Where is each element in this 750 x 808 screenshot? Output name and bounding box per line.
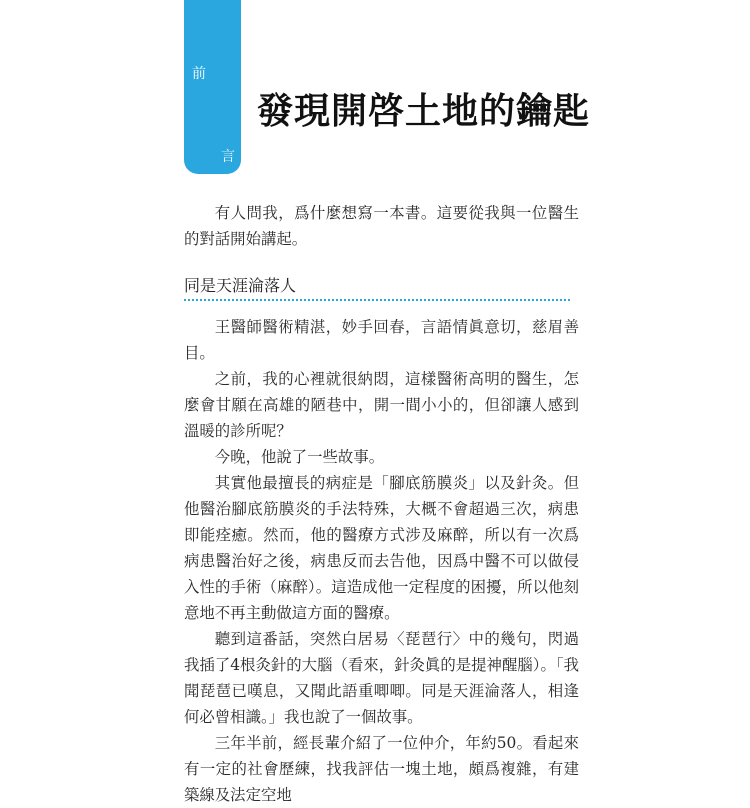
page-title: 發現開啓土地的鑰匙 (257, 91, 591, 132)
body-text (184, 314, 579, 808)
paragraph: 三年半前，經長輩介紹了一位仲介，年約50。看起來有一定的社會歷練，找我評估一塊土地，頗爲複雜，有建築線及法定空地 (184, 734, 579, 804)
tab-char-top: 前 (192, 66, 206, 82)
paragraph: 今晚，他說了一些故事。 (214, 448, 385, 466)
paragraph: 其實他最擅長的病症是「腳底筋膜炎」以及針灸。但他醫治腳底筋膜炎的手法特殊，大概不會超過三次，病患即能痊癒。然而，他的醫療方式涉及麻醉，所以有一次爲病患醫治好之後，病患反而去告他，因爲中醫不可以做侵入性的手術（麻醉）。這造成他一定程度的困擾，所以他刻意地不再主動做這方面的醫療。 (184, 474, 579, 622)
paragraph: 王醫師醫術精湛，妙手回春，言語情眞意切，慈眉善目。 (184, 318, 579, 362)
tab-char-bottom: 言 (221, 149, 235, 165)
chapter-tab (184, 0, 241, 174)
intro-paragraph: 有人問我，爲什麼想寫一本書。這要從我與一位醫生的對話開始講起。 (184, 204, 579, 248)
section-heading: 同是天涯淪落人 (184, 275, 570, 301)
intro-block (184, 200, 579, 252)
paragraph: 聽到這番話，突然白居易〈琵琶行〉中的幾句，閃過我插了4根灸針的大腦（看來，針灸眞的是提神醒腦）。「我聞琵琶已嘆息，又聞此語重唧唧。同是天涯淪落人，相逢何必曾相識。」我也說了一個故事。 (184, 630, 579, 726)
paragraph: 之前，我的心裡就很納悶，這樣醫術高明的醫生，怎麼會甘願在高雄的陋巷中，開一間小小的，但卻讓人感到溫暖的診所呢？ (184, 370, 579, 440)
